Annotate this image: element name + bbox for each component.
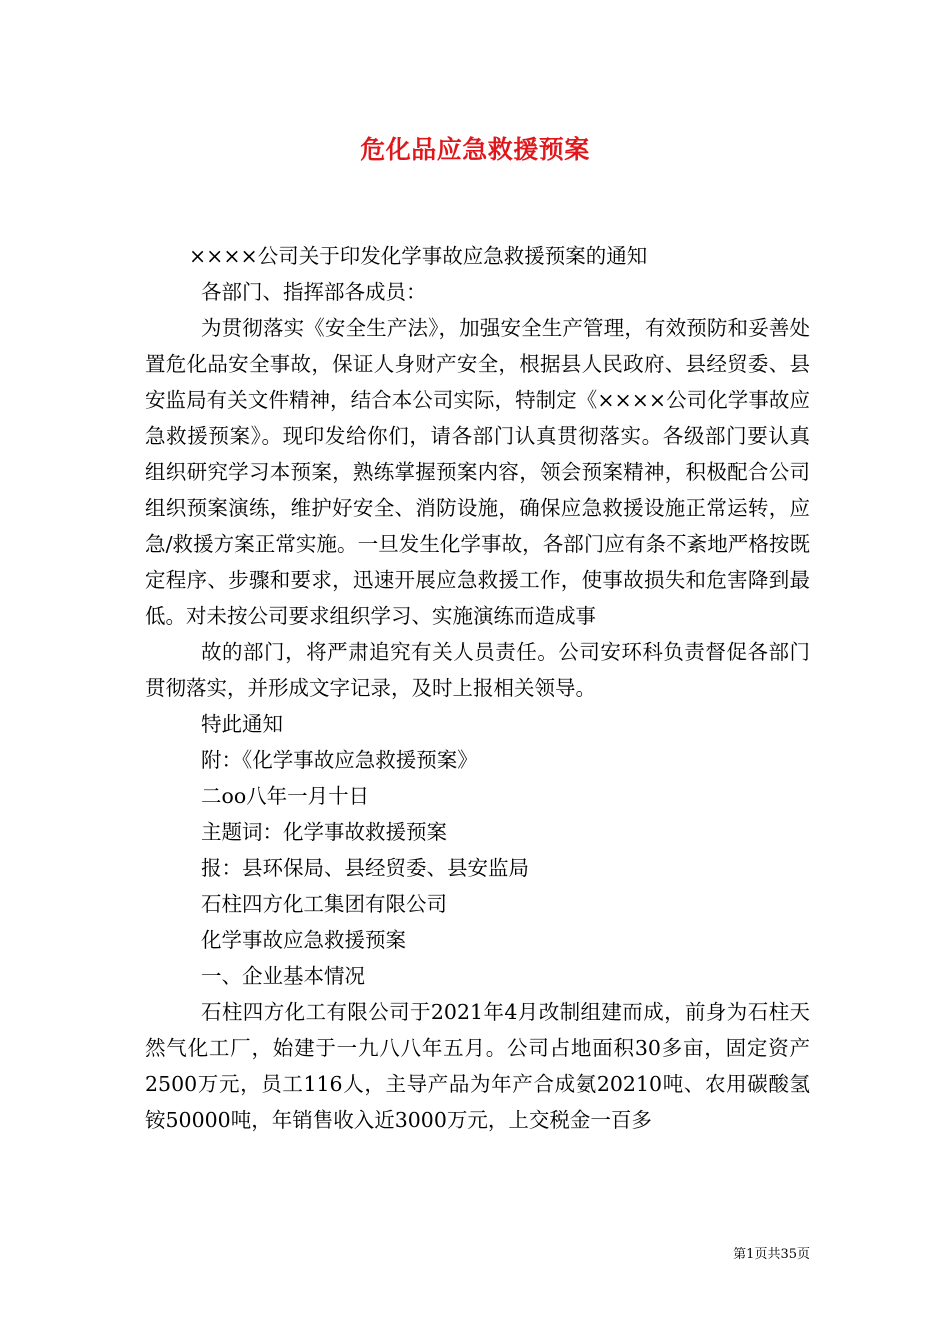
attachment-line: 附：《化学事故应急救援预案》	[201, 748, 478, 772]
page-indicator: 第1页共35页	[733, 1247, 810, 1262]
paragraph-2: 故的部门，将严肃追究有关人员责任。公司安环科负责督促各部门贯彻落实，并形成文字记录，及时上报相关领导。	[145, 640, 810, 700]
date-line: 二oo八年一月十日	[201, 784, 370, 808]
document-body	[145, 238, 810, 1138]
salutation: 各部门、指挥部各成员：	[201, 280, 427, 304]
closing-line: 特此通知	[201, 712, 283, 736]
report-to-line: 报：县环保局、县经贸委、县安监局	[201, 856, 529, 880]
subject-words-line: 主题词：化学事故救援预案	[201, 820, 447, 844]
notice-heading: ××××公司关于印发化学事故应急救援预案的通知	[189, 244, 648, 268]
paragraph-3: 石柱四方化工有限公司于2021年4月改制组建而成，前身为石柱天然气化工厂，始建于一九八八年五月。公司占地面积30多亩，固定资产2500万元，员工116人，主导产品为年产合成氨20210吨、农用碳酸氢铵50000吨，年销售收入近3000万元，上交税金一百多	[145, 1000, 810, 1132]
company-line: 石柱四方化工集团有限公司	[201, 892, 447, 916]
paragraph-1: 为贯彻落实《安全生产法》，加强安全生产管理，有效预防和妥善处置危化品安全事故，保证人身财产安全，根据县人民政府、县经贸委、县安监局有关文件精神，结合本公司实际，特制定《××××公司化学事故应急救援预案》。现印发给你们，请各部门认真贯彻落实。各级部门要认真组织研究学习本预案，熟练掌握预案内容，领会预案精神，积极配合公司组织预案演练，维护好安全、消防设施，确保应急救援设施正常运转，应急/救援方案正常实施。一旦发生化学事故，各部门应有条不紊地严格按既定程序、步骤和要求，迅速开展应急救援工作，使事故损失和危害降到最低。对未按公司要求组织学习、实施演练而造成事	[145, 316, 810, 628]
section-heading: 一、企业基本情况	[201, 964, 365, 988]
document-title: 危化品应急救援预案	[360, 135, 590, 164]
plan-title-line: 化学事故应急救援预案	[201, 928, 406, 952]
